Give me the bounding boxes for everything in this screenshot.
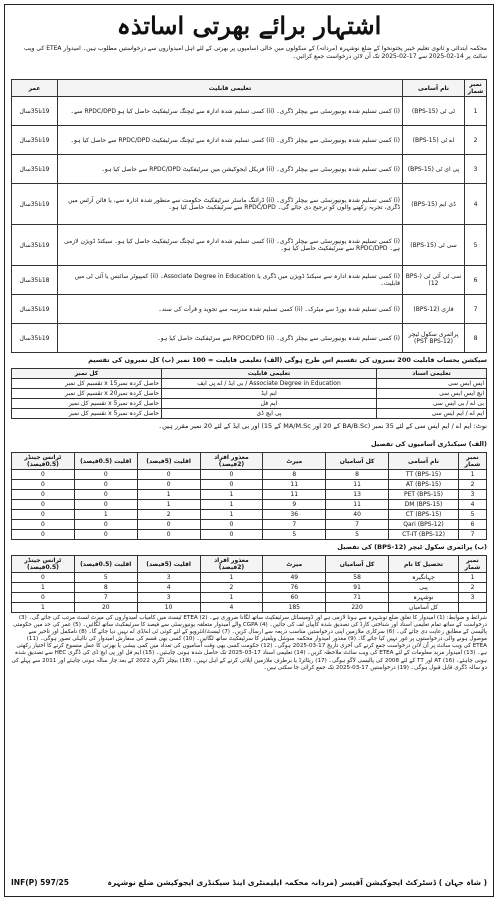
vacancy-cell-total: 13 xyxy=(326,490,389,500)
vacancy-b-body xyxy=(12,573,487,613)
vacancy-row xyxy=(12,573,487,583)
vacancy-row xyxy=(12,470,487,480)
header-post: نام آسامی xyxy=(403,80,465,97)
vacancy-cell-trans: 1 xyxy=(12,603,75,613)
vacancy-cell-min2: 20 xyxy=(74,603,137,613)
marks-note: نوٹ: ایم اے / ایم ایس سی کے لئے 35 نمبر (BA/B.Sc کے 20 اور MA/M.Sc کے 15) اور بی ایڈ کے لئے 20 نمبر مقرر ہیں۔ xyxy=(158,422,487,430)
marks-qual: ایم فل xyxy=(162,399,377,409)
post-name: ٹی ٹی (BPS-15) xyxy=(403,97,465,126)
vacancy-cell-minority: 0 xyxy=(137,470,200,480)
vacancy-cell-no: 1 xyxy=(459,470,487,480)
post-row xyxy=(12,155,487,184)
vacancy-cell-post: Qari (BPS-12) xyxy=(389,520,459,530)
vacancy-cell-no: 4 xyxy=(459,500,487,510)
vacancy-cell-total: 220 xyxy=(326,603,389,613)
vacancy-cell-merit: 11 xyxy=(263,490,326,500)
vacancy-cell-trans: 0 xyxy=(12,490,75,500)
vacancy-cell-post: CT (BPS-15) xyxy=(389,510,459,520)
marks-cert: ایس ایس سی xyxy=(377,379,487,389)
vacancy-cell-name: پبی xyxy=(389,583,459,593)
vacancy-cell-no: 7 xyxy=(459,530,487,540)
vacancy-cell-post: CT-IT (BPS-12) xyxy=(389,530,459,540)
vacancy-cell-total: 91 xyxy=(326,583,389,593)
vacancy-header-cell: ٹرانس جینڈر (0.5فیصد) xyxy=(12,556,75,573)
vacancy-header-cell: تحصیل کا نام xyxy=(389,556,459,573)
post-serial: 3 xyxy=(465,155,487,184)
vacancy-table-b xyxy=(11,555,487,613)
post-serial: 5 xyxy=(465,225,487,266)
post-row xyxy=(12,266,487,295)
vacancy-cell-trans: 0 xyxy=(12,520,75,530)
vacancy-cell-merit: 60 xyxy=(263,593,326,603)
marks-heading: سیکشن بحساب قابلیت 200 نمبروں کی تقسیم اس طرح ہوگی (الف) تعلیمی قابلیت = 100 نمبر (ب) کل نمبروں کی تقسیم xyxy=(88,356,487,364)
vacancy-cell-disabled: 1 xyxy=(200,500,263,510)
vacancy-cell-total: 11 xyxy=(326,480,389,490)
vacancy-cell-min2: 0 xyxy=(74,470,137,480)
post-serial: 6 xyxy=(465,266,487,295)
vacancy-cell-trans: 1 xyxy=(12,583,75,593)
marks-formula: حاصل کردہ نمبرx 5 تقسیم کل نمبر xyxy=(12,409,162,419)
marks-table xyxy=(11,368,487,419)
vacancy-cell-minority: 1 xyxy=(137,490,200,500)
marks-qual: Associate Degree in Education / بی ایڈ / اے پی ایف xyxy=(162,379,377,389)
post-age: 19تا35سال xyxy=(12,324,58,353)
vacancy-cell-min2: 0 xyxy=(74,500,137,510)
post-age: 19تا35سال xyxy=(12,184,58,225)
vacancy-row xyxy=(12,530,487,540)
vacancy-cell-min2: 0 xyxy=(74,480,137,490)
vacancy-table-a xyxy=(11,452,487,540)
advertisement-page xyxy=(4,4,494,897)
post-name: ڈی ایم (BPS-15) xyxy=(403,184,465,225)
vacancy-cell-total: 11 xyxy=(326,500,389,510)
marks-cert: ایم اے / ایم ایس سی xyxy=(377,409,487,419)
vacancy-heading-a: (الف) سیکنڈری آسامیوں کی تفصیل xyxy=(370,440,487,448)
vacancy-cell-disabled: 2 xyxy=(200,583,263,593)
marks-row xyxy=(12,409,487,419)
post-qualification: (i) کسی تسلیم شدہ یونیورسٹی سے بیچلر ڈگری۔ (ii) RPDC/DPD سے سرٹیفکیٹ حاصل کیا ہو۔ xyxy=(58,324,403,353)
marks-row xyxy=(12,389,487,399)
vacancy-header-cell: نمبر شمار xyxy=(459,556,487,573)
vacancy-header-cell: کل آسامیاں xyxy=(326,556,389,573)
vacancy-cell-disabled: 1 xyxy=(200,510,263,520)
vacancy-cell-disabled: 1 xyxy=(200,573,263,583)
vacancy-cell-disabled: 0 xyxy=(200,470,263,480)
vacancy-cell-minority: 4 xyxy=(137,583,200,593)
vacancy-row xyxy=(12,490,487,500)
post-row xyxy=(12,184,487,225)
vacancy-cell-disabled: 0 xyxy=(200,520,263,530)
post-row xyxy=(12,225,487,266)
post-row xyxy=(12,295,487,324)
vacancy-row xyxy=(12,480,487,490)
vacancy-heading-b: (ب) پرائمری سکول ٹیچر (BPS-12) کی تفصیل xyxy=(337,543,487,551)
post-serial: 8 xyxy=(465,324,487,353)
marks-body xyxy=(12,379,487,419)
post-qualification: (i) کسی تسلیم شدہ یونیورسٹی سے بیچلر ڈگری۔ (ii) کسی تسلیم شدہ ادارہ سے ٹیچنگ سرٹیفکیٹ حاصل کیا ہو۔ سیکنڈ ڈویژن لازمی ہے۔ RPDC/DPD سے سرٹیفکیٹ حاصل کیا ہو۔ xyxy=(58,225,403,266)
vacancy-cell-trans: 0 xyxy=(12,530,75,540)
vacancy-cell-post: AT (BPS-15) xyxy=(389,480,459,490)
footer-ref: INF(P) 597/25 xyxy=(11,877,69,887)
vacancy-row xyxy=(12,510,487,520)
vacancy-cell-trans: 0 xyxy=(12,500,75,510)
post-serial: 1 xyxy=(465,97,487,126)
vacancy-cell-merit: 11 xyxy=(263,480,326,490)
vacancy-header-cell: اقلیت (0.5فیصد) xyxy=(74,556,137,573)
header-age: عمر xyxy=(12,80,58,97)
vacancy-cell-merit: 8 xyxy=(263,470,326,480)
vacancy-cell-name: جہانگیرہ xyxy=(389,573,459,583)
vacancy-a-body xyxy=(12,470,487,540)
footer xyxy=(5,868,493,896)
vacancy-header-cell: معذور افراد (2فیصد) xyxy=(200,556,263,573)
post-age: 19تا35سال xyxy=(12,126,58,155)
post-name: سی ٹی (BPS-15) xyxy=(403,225,465,266)
footer-signature: ( شاہ جہان ) ڈسٹرکٹ ایجوکیشن آفیسر (مردانہ محکمہ ایلیمنٹری اینڈ سیکنڈری ایجوکیشن ضلع نوشہرہ xyxy=(107,877,487,887)
vacancy-cell-merit: 49 xyxy=(263,573,326,583)
vacancy-cell-no: 3 xyxy=(459,593,487,603)
vacancy-cell-post: PET (BPS-15) xyxy=(389,490,459,500)
vacancy-section-a xyxy=(5,452,493,540)
vacancy-cell-disabled: 4 xyxy=(200,603,263,613)
vacancy-cell-minority: 3 xyxy=(137,573,200,583)
vacancy-cell-merit: 7 xyxy=(263,520,326,530)
post-qualification: (i) کسی تسلیم شدہ ادارہ سے سیکنڈ ڈویژن میں ڈگری یا Associate Degree in Education۔ (ii) کمپیوٹر سائنس یا آئی ٹی میں قابلیت۔ xyxy=(58,266,403,295)
terms-and-conditions: شرائط و ضوابط: (1) امیدوار کا تعلق ضلع نوشہرہ سے ہونا لازمی ہے اور ڈومیسائل سرٹیفکیٹ ساتھ لگانا ضروری ہے۔ (2) ETEA ٹیسٹ میں کامیاب امیدواروں کی میرٹ لسٹ مرتب کی جائے گی۔ (3) درخواست کے ساتھ تمام تعلیمی اسناد اور شناختی کارڈ کی تصدیق شدہ کاپیاں لف کی جائیں۔ (4) CGPA والے امیدوار متعلقہ یونیورسٹی سے فیصد کا سرٹیفکیٹ ساتھ لگائیں۔ (5) عمر کی حد میں حکومتی پالیسی کے مطابق رعایت دی جائے گی۔ (6) سرکاری ملازمین اپنی درخواستیں مناسب ذریعہ سے ارسال کریں۔ (7) ٹیسٹ/انٹرویو کے لئے کوئی ٹی اے/ڈی اے نہیں دیا جائے گا۔ (8) نامکمل اور تاخیر سے موصول ہونے والی درخواستوں پر غور نہیں کیا جائے گا۔ (9) معذور امیدوار محکمہ سوشل ویلفیئر کا سرٹیفکیٹ ساتھ لگائیں۔ (10) کسی بھی قسم کی سفارش امیدوار کی نااہلی تصور ہوگی۔ (11) ETEA کی ویب سائٹ پر آن لائن درخواست جمع کرنے کی آخری تاریخ 17-03-2025 ہوگی۔ (12) حکومت کسی بھی وقت آسامیوں کی تعداد میں کمی بیشی یا بھرتی کا عمل منسوخ کرنے کا اختیار رکھتی ہے۔ (13) امیدوار مزید معلومات کے لئے ETEA کی ویب سائٹ ملاحظہ کریں۔ (14) تعلیمی اسناد 17-03-2025 تک حاصل شدہ ہونی چاہئیں۔ (15) ایم فل اور پی ایچ ڈی کی ڈگری HEC سے تصدیق شدہ ہونی چاہئے۔ (16) AT اور TT کے لئے 2008 کی پالیسی لاگو ہوگی۔ (17) ریٹائرڈ یا برطرف ملازمین اپلائی کرنے کے اہل نہیں۔ (18) بیچلر ڈگری 2022 کے بعد چار سالہ ہونی چاہئے اور 2011 سے پہلے کی دو سالہ ڈگری قابل قبول ہوگی۔ (19) درخواستیں 17-03-2025 تک جمع کرائی جا سکتی ہیں۔ xyxy=(11,615,487,671)
post-name: پی ای ٹی (BPS-15) xyxy=(403,155,465,184)
post-row xyxy=(12,126,487,155)
vacancy-cell-merit: 36 xyxy=(263,510,326,520)
vacancy-cell-disabled: 0 xyxy=(200,480,263,490)
post-serial: 7 xyxy=(465,295,487,324)
vacancy-header-cell: کل آسامیاں xyxy=(326,453,389,470)
vacancy-b-header-row xyxy=(12,556,487,573)
vacancy-cell-name: نوشہرہ xyxy=(389,593,459,603)
post-age: 19تا35سال xyxy=(12,295,58,324)
intro-text: محکمہ ابتدائی و ثانوی تعلیم خیبر پختونخوا کے ضلع نوشہرہ (مردانہ) کے سکولوں میں خالی آسامیوں پر بھرتی کے لئے اہل امیدواروں سے درخواستیں مطلوب ہیں۔ امیدوار ETEA کی ویب سائٹ پر 14-02-2025 سے 17-02-2025 تک آن لائن درخواست جمع کرائیں۔ xyxy=(24,45,487,60)
vacancy-header-cell: میرٹ xyxy=(263,453,326,470)
vacancy-cell-trans: 0 xyxy=(12,573,75,583)
vacancy-header-cell: ٹرانس جینڈر (0.5فیصد) xyxy=(12,453,75,470)
vacancy-cell-post: DM (BPS-15) xyxy=(389,500,459,510)
marks-formula: حاصل کردہ نمبرx 5 تقسیم کل نمبر xyxy=(12,399,162,409)
vacancy-row xyxy=(12,583,487,593)
vacancy-row xyxy=(12,520,487,530)
vacancy-header-cell: معذور افراد (2فیصد) xyxy=(200,453,263,470)
post-age: 19تا35سال xyxy=(12,225,58,266)
vacancy-cell-min2: 7 xyxy=(74,593,137,603)
vacancy-cell-trans: 0 xyxy=(12,470,75,480)
vacancy-cell-post: TT (BPS-15) xyxy=(389,470,459,480)
post-row xyxy=(12,324,487,353)
marks-header-marks: کل نمبر xyxy=(12,369,162,379)
header-serial: نمبر شمار xyxy=(465,80,487,97)
marks-qual: ایم ایڈ xyxy=(162,389,377,399)
vacancy-cell-total: 58 xyxy=(326,573,389,583)
vacancy-a-header-row xyxy=(12,453,487,470)
marks-section xyxy=(5,368,493,419)
post-name: پرائمری سکول ٹیچر (PST BPS-12) xyxy=(403,324,465,353)
vacancy-cell-total: 7 xyxy=(326,520,389,530)
post-name: قاری (BPS-12) xyxy=(403,295,465,324)
marks-header-cert: تعلیمی اسناد xyxy=(377,369,487,379)
vacancy-header-cell: نمبر شمار xyxy=(459,453,487,470)
vacancy-cell-no: 5 xyxy=(459,510,487,520)
vacancy-cell-no xyxy=(459,603,487,613)
vacancy-cell-minority: 0 xyxy=(137,520,200,530)
vacancy-cell-disabled: 1 xyxy=(200,593,263,603)
marks-header-row xyxy=(12,369,487,379)
vacancy-cell-total: 8 xyxy=(326,470,389,480)
vacancy-row xyxy=(12,593,487,603)
vacancy-cell-trans: 0 xyxy=(12,480,75,490)
vacancy-cell-minority: 3 xyxy=(137,593,200,603)
vacancy-cell-total: 40 xyxy=(326,510,389,520)
posts-header-row xyxy=(12,80,487,97)
post-qualification: (i) کسی تسلیم شدہ بورڈ سے میٹرک۔ (ii) کسی تسلیم شدہ مدرسہ سے تجوید و قرأت کی سند۔ xyxy=(58,295,403,324)
vacancy-cell-no: 6 xyxy=(459,520,487,530)
vacancy-cell-total: 71 xyxy=(326,593,389,603)
vacancy-cell-merit: 5 xyxy=(263,530,326,540)
vacancy-cell-min2: 8 xyxy=(74,583,137,593)
post-serial: 2 xyxy=(465,126,487,155)
vacancy-cell-minority: 10 xyxy=(137,603,200,613)
vacancy-row xyxy=(12,500,487,510)
vacancy-cell-no: 2 xyxy=(459,583,487,593)
post-qualification: (i) کسی تسلیم شدہ یونیورسٹی سے بیچلر ڈگری۔ (ii) کسی تسلیم شدہ ادارہ سے ٹیچنگ سرٹیفکیٹ RPDC/DPD سے حاصل کیا ہو۔ xyxy=(58,126,403,155)
vacancy-cell-minority: 0 xyxy=(137,530,200,540)
post-qualification: (i) کسی تسلیم شدہ یونیورسٹی سے بیچلر ڈگری۔ (ii) کسی تسلیم شدہ ادارہ سے ٹیچنگ سرٹیفکیٹ حاصل کیا ہو RPDC/DPD سے۔ xyxy=(58,97,403,126)
post-name: اے ٹی (BPS-15) xyxy=(403,126,465,155)
vacancy-cell-minority: 2 xyxy=(137,510,200,520)
vacancy-section-b xyxy=(5,555,493,613)
marks-formula: حاصل کردہ نمبرx 20 تقسیم کل نمبر xyxy=(12,389,162,399)
vacancy-cell-no: 3 xyxy=(459,490,487,500)
post-age: 19تا35سال xyxy=(12,97,58,126)
post-qualification: (i) کسی تسلیم شدہ یونیورسٹی سے بیچلر ڈگری۔ (ii) ڈرائنگ ماسٹر سرٹیفکیٹ حکومت سے منظور شدہ ادارہ سے، یا فائن آرٹس میں ڈگری، تجربہ رکھنے والوں کو ترجیح دی جائے گی۔ RPDC/DPD سے سرٹیفکیٹ حاصل کیا ہو۔ xyxy=(58,184,403,225)
marks-header-qual: تعلیمی قابلیت xyxy=(162,369,377,379)
posts-table xyxy=(11,79,487,353)
vacancy-cell-minority: 0 xyxy=(137,480,200,490)
vacancy-cell-trans: 0 xyxy=(12,510,75,520)
vacancy-cell-min2: 5 xyxy=(74,573,137,583)
posts-section xyxy=(5,79,493,353)
marks-formula: حاصل کردہ نمبرx 15 تقسیم کل نمبر xyxy=(12,379,162,389)
post-serial: 4 xyxy=(465,184,487,225)
marks-qual: پی ایچ ڈی xyxy=(162,409,377,419)
marks-row xyxy=(12,399,487,409)
vacancy-cell-min2: 1 xyxy=(74,510,137,520)
vacancy-cell-minority: 1 xyxy=(137,500,200,510)
marks-cert: ایچ ایس ایس سی xyxy=(377,389,487,399)
vacancy-cell-trans: 0 xyxy=(12,593,75,603)
vacancy-cell-merit: 76 xyxy=(263,583,326,593)
vacancy-header-cell: میرٹ xyxy=(263,556,326,573)
vacancy-row xyxy=(12,603,487,613)
post-row xyxy=(12,97,487,126)
vacancy-header-cell: اقلیت (5فیصد) xyxy=(137,453,200,470)
post-qualification: (i) کسی تسلیم شدہ یونیورسٹی سے بیچلر ڈگری۔ (ii) فزیکل ایجوکیشن میں سرٹیفکیٹ RPDC/DPD سے حاصل کیا ہو۔ xyxy=(58,155,403,184)
vacancy-header-cell: نام آسامی xyxy=(389,453,459,470)
vacancy-cell-min2: 0 xyxy=(74,530,137,540)
posts-body xyxy=(12,97,487,353)
post-age: 18تا35سال xyxy=(12,266,58,295)
post-age: 19تا35سال xyxy=(12,155,58,184)
vacancy-header-cell: اقلیت (0.5فیصد) xyxy=(74,453,137,470)
vacancy-cell-total: 5 xyxy=(326,530,389,540)
vacancy-cell-merit: 185 xyxy=(263,603,326,613)
vacancy-header-cell: اقلیت (5فیصد) xyxy=(137,556,200,573)
vacancy-cell-name: کل آسامیاں xyxy=(389,603,459,613)
post-name: سی ٹی آئی ٹی (BPS-12) xyxy=(403,266,465,295)
header-qualification: تعلیمی قابلیت xyxy=(58,80,403,97)
vacancy-cell-disabled: 0 xyxy=(200,530,263,540)
vacancy-cell-no: 1 xyxy=(459,573,487,583)
vacancy-cell-no: 2 xyxy=(459,480,487,490)
page-title: اشتہار برائے بھرتی اساتذہ xyxy=(116,10,382,40)
vacancy-cell-merit: 9 xyxy=(263,500,326,510)
vacancy-cell-disabled: 1 xyxy=(200,490,263,500)
vacancy-cell-min2: 0 xyxy=(74,520,137,530)
vacancy-cell-min2: 0 xyxy=(74,490,137,500)
marks-row xyxy=(12,379,487,389)
marks-cert: بی اے / بی ایس سی xyxy=(377,399,487,409)
